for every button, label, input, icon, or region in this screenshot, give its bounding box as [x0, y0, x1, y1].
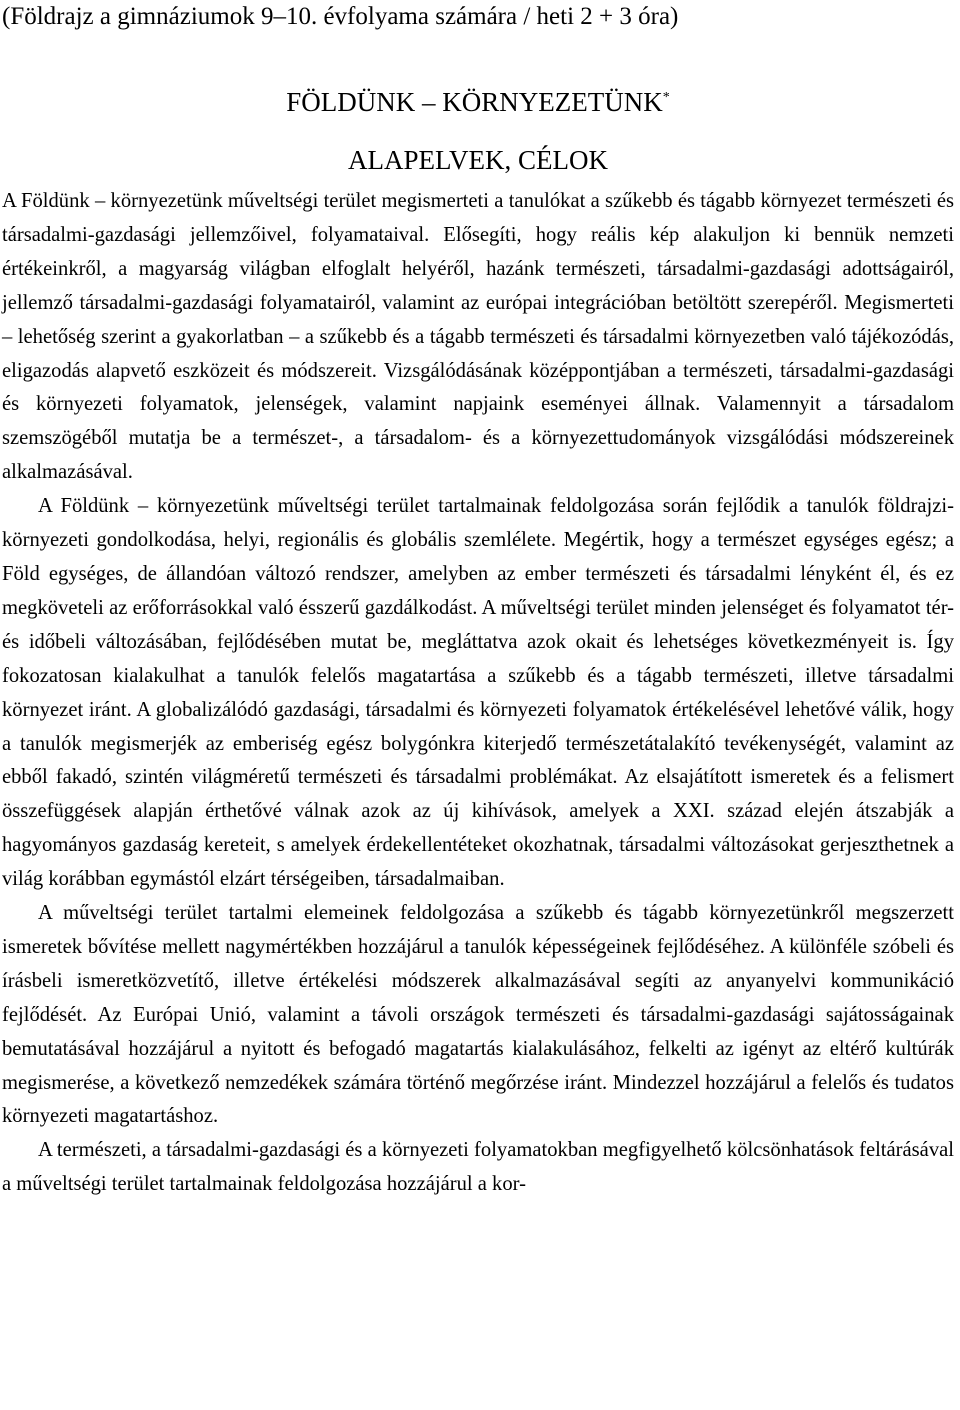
paragraph-1: A Földünk – környezetünk műveltségi terület megismerteti a tanulókat a szűkebb és tágabb környezet természeti és társadalmi-gazdasági jellemzőivel, folyamataival. Elősegíti, hogy reális kép alakuljon ki bennük nemzeti értékeinkről, a magyarság világban elfoglalt helyéről, hazánk természeti, társadalmi-gazdasági adottságairól, jellemző társadalmi-gazdasági folyamatairól, valamint az európai integrációban betöltött szerepéről. Megismerteti – lehetőség szerint a gyakorlatban – a szűkebb és a tágabb természeti és társadalmi környezetben való tájékozódás, eligazodás alapvető eszközeit és módszereit. Vizsgálódásának középpontjában a természeti, társadalmi-gazdasági és környezeti folyamatok, jelenségek, valamint napjaink eseményei állnak. Valamennyit a társadalom szemszögéből mutatja be a természet-, a társadalom- és a környezettudományok vizsgálódási módszereinek alkalmazásával.: [2, 190, 954, 484]
paragraph-2: A Földünk – környezetünk műveltségi terület tartalmainak feldolgozása során fejlődik a tanulók földrajzi-környezeti gondolkodása, helyi, regionális és globális szemlélete. Megértik, hogy a természet egységes egész; a Föld egységes, de állandóan változó rendszer, amelyben az ember természeti és társadalmi lényként él, és ez megköveteli az erőforrásokkal való ésszerű gazdálkodást. A műveltségi terület minden jelenséget és folyamatot tér- és időbeli változásában, fejlődésében mutat be, megláttatva azok okait és lehetséges következményeit is. Így fokozatosan kialakulhat a tanulók felelős magatartása a szűkebb és a tágabb természeti, illetve társadalmi környezet iránt. A globalizálódó gazdasági, társadalmi és környezeti folyamatok értékelésével lehetővé válik, hogy a tanulók megismerjék az emberiség egész bolygónkra kiterjedő természetátalakító tevékenységét, valamint az ebből fakadó, szintén világméretű természeti és társadalmi problémákat. Az elsajátított ismeretek és a felismert összefüggések alapján érthetővé válnak azok az új kihívások, amelyek a XXI. század elején átszabják a hagyományos gazdaság kereteit, s amelyek érdekellentéteket okozhatnak, társadalmi változásokat gerjeszthetnek a világ korábban egymástól elzárt térségeiben, társadalmaiban.: [2, 495, 954, 891]
document-header: (Földrajz a gimnáziumok 9–10. évfolyama számára / heti 2 + 3 óra): [2, 3, 679, 30]
title-text: FÖLDÜNK – KÖRNYEZETÜNK: [286, 87, 663, 117]
paragraph-4: A természeti, a társadalmi-gazdasági és a környezeti folyamatokban megfigyelhető kölcsönhatások feltárásával a műveltségi terület tartalmainak feldolgozása hozzájárul a kor-: [2, 1139, 954, 1196]
document-title: [2, 86, 954, 118]
body-text: [2, 185, 954, 1202]
paragraph-3: A műveltségi terület tartalmi elemeinek feldolgozása a szűkebb és tágabb környezetünkről megszerzett ismeretek bővítése mellett nagymértékben hozzájárul a tanulók képességeinek fejlődéséhez. A különféle szóbeli és írásbeli ismeretközvetítő, illetve értékelési módszerek alkalmazásával segíti az anyanyelvi kommunikáció fejlődését. Az Európai Unió, valamint a távoli országok természeti és társadalmi-gazdasági sajátosságainak bemutatásával hozzájárul a nyitott és befogadó magatartás kialakulásához, felkelti az igényt az eltérő kultúrák megismerése, a következő nemzedékek számára történő megőrzése iránt. Mindezzel hozzájárul a felelős és tudatos környezeti magatartáshoz.: [2, 902, 954, 1128]
section-title: ALAPELVEK, CÉLOK: [348, 145, 608, 175]
title-footnote-mark: *: [662, 90, 670, 105]
